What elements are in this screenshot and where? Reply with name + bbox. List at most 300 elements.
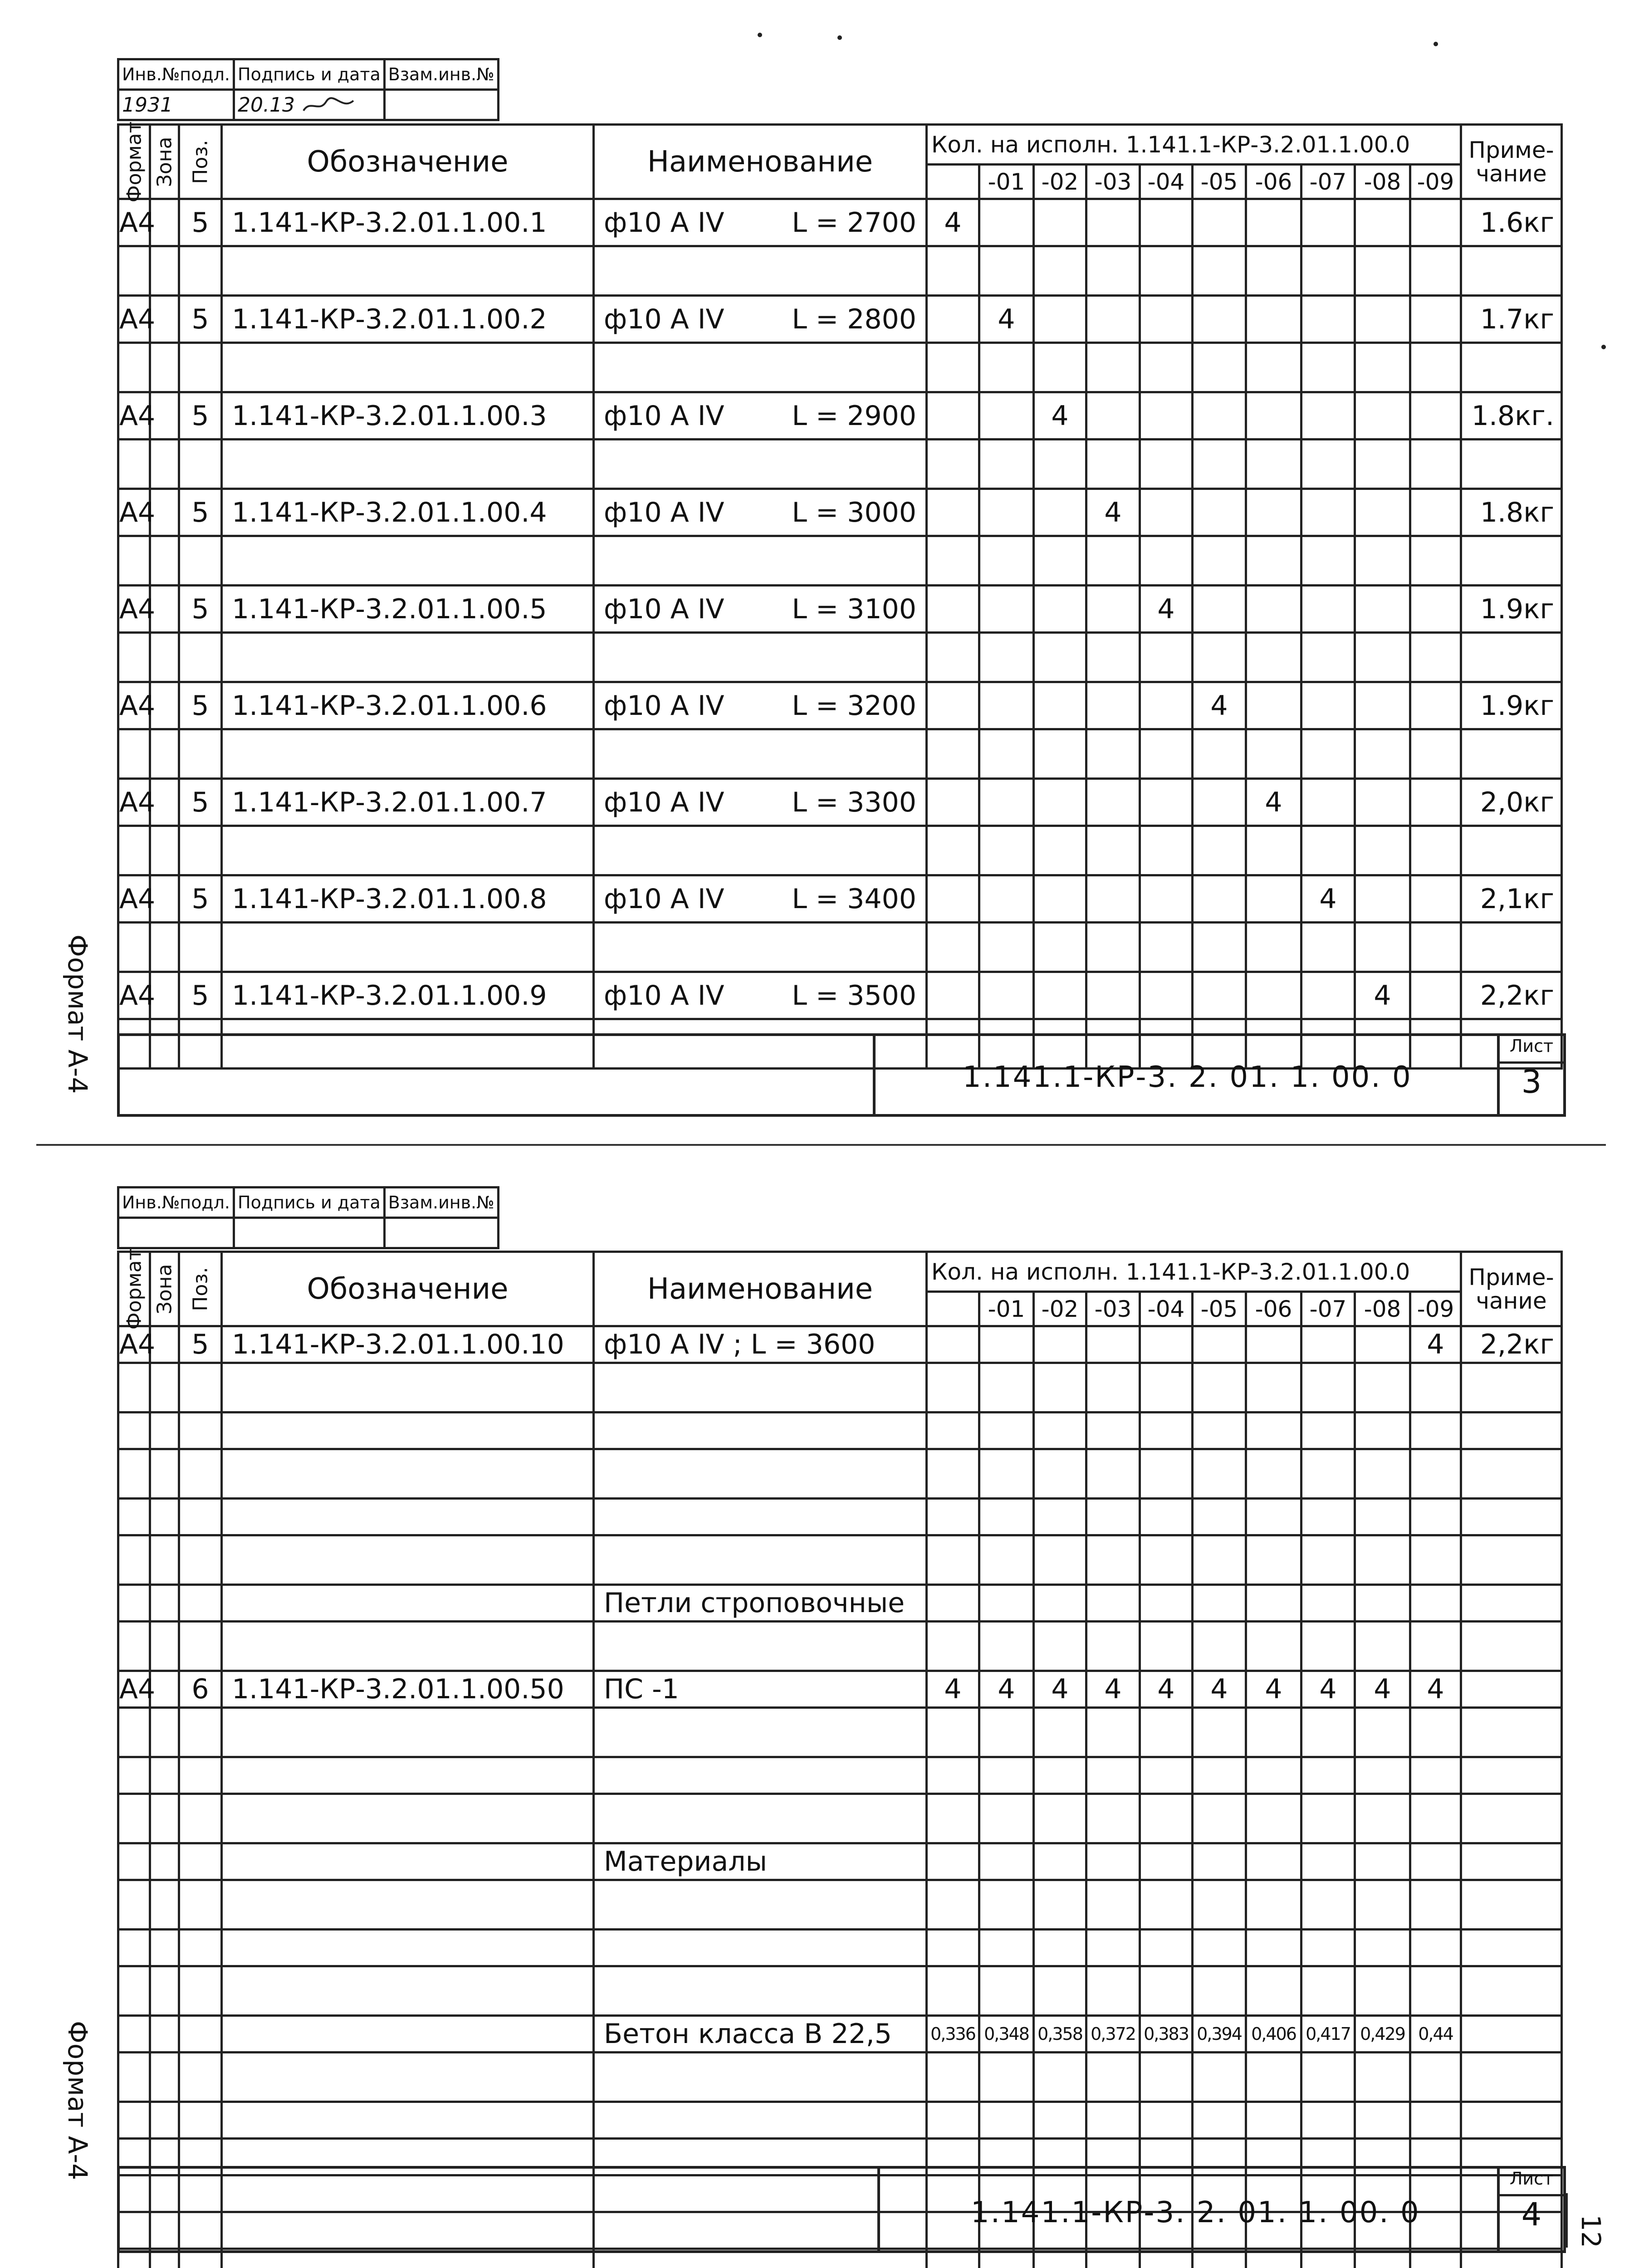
note-cell: 2,2кг [1461,972,1562,1019]
qty-cell [927,1930,979,1966]
qty-cell [1410,199,1461,246]
variant-header: -01 [979,1292,1034,1326]
sheet-label: Лист [1500,1036,1563,1064]
pos-cell: 5 [179,1326,222,1363]
spacer-row [118,826,1562,875]
qty-cell: 4 [927,199,979,246]
zone-cell [150,1757,179,1794]
name-text: Материалы [604,1846,767,1877]
qty-cell [1410,1585,1461,1622]
qty-cell [979,875,1034,923]
qty-cell [1193,779,1246,826]
qty-cell [1034,972,1086,1019]
qty-cell [1193,392,1246,440]
header-designation: Обозначение [222,1252,594,1326]
name-text: ПС -1 [604,1673,679,1705]
name-cell [594,1930,927,1966]
qty-cell [1410,972,1461,1019]
qty-cell [979,1930,1034,1966]
qty-cell: 4 [927,1671,979,1708]
spec-sheet-4 [0,1150,1634,2268]
page-divider [36,1144,1606,1146]
name-text: Петли строповочные [604,1587,905,1619]
variant-header: -05 [1193,1292,1246,1326]
document-code: 1.141.1-КР-3. 2. 01. 1. 00. 0 [963,1061,1412,1094]
title-block [117,1033,1566,1117]
qty-cell [1301,199,1355,246]
variant-header: -01 [979,165,1034,199]
qty-cell [1355,296,1410,343]
name-cell [594,199,927,246]
qty-cell [1355,1930,1410,1966]
spacer-row [118,1449,1562,1499]
header-note: Приме-чание [1461,125,1562,199]
qty-cell [1193,972,1246,1019]
table-row [118,586,1562,633]
variant-header: -07 [1301,165,1355,199]
spacer-row [118,343,1562,392]
qty-cell: 4 [1246,779,1301,826]
name-cell [594,392,927,440]
format-cell: А4 [118,972,150,1019]
stamp-date-value: 20.13 [238,93,295,117]
table-row [118,1930,1562,1966]
qty-cell [1410,1757,1461,1794]
qty-cell [1355,199,1410,246]
pos-cell: 5 [179,779,222,826]
name-cell [594,489,927,536]
qty-cell: 0,336 [927,2016,979,2053]
qty-cell [927,296,979,343]
qty-cell [1193,1413,1246,1449]
format-cell: А4 [118,875,150,923]
qty-cell: 4 [1410,1326,1461,1363]
zone-cell [150,1499,179,1535]
qty-cell: 4 [979,296,1034,343]
qty-cell [1355,682,1410,729]
qty-cell [1301,489,1355,536]
qty-cell [1246,1326,1301,1363]
spacer-row [118,729,1562,779]
table-row [118,296,1562,343]
designation-cell: 1.141-КР-3.2.01.1.00.4 [222,489,594,536]
qty-cell [1246,489,1301,536]
name-cell [594,1499,927,1535]
format-cell: А4 [118,296,150,343]
qty-cell [1034,779,1086,826]
format-cell [118,1499,150,1535]
qty-cell [1410,779,1461,826]
variant-header: -09 [1410,1292,1461,1326]
qty-cell [1086,682,1140,729]
header-designation: Обозначение [222,125,594,199]
qty-cell [1034,875,1086,923]
qty-cell [1140,199,1193,246]
note-cell: 2,0кг [1461,779,1562,826]
table-row [118,682,1562,729]
table-row [118,392,1562,440]
table-row [118,972,1562,1019]
qty-cell [1140,489,1193,536]
qty-cell [1034,489,1086,536]
header-name: Наименование [594,1252,927,1326]
designation-cell: 1.141-КР-3.2.01.1.00.7 [222,779,594,826]
pos-cell: 5 [179,296,222,343]
qty-cell [1410,586,1461,633]
designation-cell: 1.141-КР-3.2.01.1.00.3 [222,392,594,440]
variant-header [927,1292,979,1326]
qty-cell [1086,875,1140,923]
qty-cell [927,1757,979,1794]
qty-cell [979,586,1034,633]
pos-cell: 5 [179,682,222,729]
qty-cell [1355,875,1410,923]
name-text: Бетон класса В 22,5 [604,2018,892,2050]
qty-cell [1086,779,1140,826]
designation-cell [222,1757,594,1794]
qty-cell [1410,1843,1461,1880]
qty-cell [979,1757,1034,1794]
designation-cell: 1.141-КР-3.2.01.1.00.9 [222,972,594,1019]
qty-cell [979,972,1034,1019]
handwritten-signature [301,97,356,115]
variant-header: -04 [1140,165,1193,199]
designation-cell [222,1585,594,1622]
qty-cell [1140,1585,1193,1622]
margin-page-number: 12 [1575,2214,1606,2248]
format-cell [118,2016,150,2053]
pos-cell [179,1757,222,1794]
pos-cell [179,1930,222,1966]
designation-cell [222,1843,594,1880]
note-cell [1461,1499,1562,1535]
qty-cell [979,489,1034,536]
qty-cell [1410,875,1461,923]
qty-cell [1086,1413,1140,1449]
stamp-table [117,58,499,121]
header-qty-per-variant: Кол. на исполн. 1.141.1-КР-3.2.01.1.00.0 [927,1252,1461,1292]
pos-cell [179,2016,222,2053]
stamp-replace-header: Взам.инв.№ [384,1188,498,1218]
qty-cell [1193,1326,1246,1363]
format-cell: А4 [118,779,150,826]
name-cell [594,1326,927,1363]
qty-cell: 4 [1301,875,1355,923]
stamp-replace-value [384,90,498,120]
name-text: ф10 А IV [604,303,724,335]
format-side-label: Формат А-4 [62,934,93,1094]
designation-cell: 1.141-КР-3.2.01.1.00.1 [222,199,594,246]
qty-cell [1086,1326,1140,1363]
qty-cell [1140,392,1193,440]
qty-cell [1301,1413,1355,1449]
qty-cell [1086,586,1140,633]
stamp-inv-header: Инв.№подл. [118,59,234,90]
pos-cell [179,1499,222,1535]
qty-cell [1193,586,1246,633]
qty-cell [1246,1930,1301,1966]
qty-cell [1301,296,1355,343]
stamp-table [117,1186,499,1249]
qty-cell: 4 [1193,682,1246,729]
qty-cell: 0,406 [1246,2016,1301,2053]
zone-cell [150,2016,179,2053]
qty-cell: 0,417 [1301,2016,1355,2053]
variant-header: -06 [1246,1292,1301,1326]
designation-cell: 1.141-КР-3.2.01.1.00.5 [222,586,594,633]
variant-header: -02 [1034,1292,1086,1326]
stamp-replace-header: Взам.инв.№ [384,59,498,90]
name-text: ф10 А IV [604,206,724,239]
qty-cell [1246,972,1301,1019]
qty-cell: 4 [1355,972,1410,1019]
qty-cell [1034,1757,1086,1794]
qty-cell [1140,1499,1193,1535]
qty-cell [1086,1843,1140,1880]
qty-cell [927,392,979,440]
variant-header: -06 [1246,165,1301,199]
designation-cell [222,1413,594,1449]
qty-cell: 4 [1246,1671,1301,1708]
qty-cell [927,1326,979,1363]
qty-cell [1086,1585,1140,1622]
table-row [118,2016,1562,2053]
qty-cell: 0,358 [1034,2016,1086,2053]
format-cell: А4 [118,392,150,440]
qty-cell [927,1585,979,1622]
qty-cell [1034,1326,1086,1363]
note-cell: 1.9кг [1461,586,1562,633]
format-side-label: Формат А-4 [62,2021,93,2180]
name-cell [594,875,927,923]
qty-cell [1086,199,1140,246]
qty-cell [1140,1843,1193,1880]
qty-cell [1140,1413,1193,1449]
variant-header: -08 [1355,1292,1410,1326]
spacer-row [118,1966,1562,2016]
header-pos: Поз. [179,1252,222,1326]
format-cell: А4 [118,199,150,246]
spacer-row [118,1880,1562,1930]
qty-cell [927,1843,979,1880]
name-cell [594,1757,927,1794]
note-cell [1461,1843,1562,1880]
name-cell [594,2016,927,2053]
designation-cell [222,2016,594,2053]
zone-cell [150,1413,179,1449]
spacer-row [118,1708,1562,1757]
spacer-row [118,1794,1562,1843]
qty-cell: 4 [1140,1671,1193,1708]
qty-cell [1355,1757,1410,1794]
format-cell [118,1413,150,1449]
qty-cell [1140,1930,1193,1966]
table-row [118,1671,1562,1708]
name-cell [594,1585,927,1622]
name-cell [594,1413,927,1449]
empty-row [118,2102,1562,2139]
variant-header: -09 [1410,165,1461,199]
length-text: L = 3500 [792,979,916,1012]
qty-cell: 4 [979,1671,1034,1708]
header-format: Формат [118,1252,150,1326]
qty-cell [1301,1757,1355,1794]
variant-header: -04 [1140,1292,1193,1326]
table-row [118,1326,1562,1363]
sheet-number: 4 [1521,2196,1542,2233]
pos-cell [179,1585,222,1622]
qty-cell [1301,392,1355,440]
table-row [118,1413,1562,1449]
table-row [118,1499,1562,1535]
designation-cell [222,1930,594,1966]
qty-cell [979,779,1034,826]
qty-cell: 4 [1034,392,1086,440]
format-cell [118,1843,150,1880]
qty-cell: 4 [1301,1671,1355,1708]
designation-cell [222,1499,594,1535]
qty-cell [1246,875,1301,923]
qty-cell [1301,1843,1355,1880]
qty-cell [1034,1499,1086,1535]
qty-cell [1355,489,1410,536]
pos-cell: 5 [179,199,222,246]
length-text: L = 3400 [792,883,916,915]
spacer-row [118,633,1562,682]
designation-cell: 1.141-КР-3.2.01.1.00.50 [222,1671,594,1708]
qty-cell [1193,875,1246,923]
pos-cell [179,1843,222,1880]
variant-header [927,165,979,199]
title-block [117,2166,1566,2253]
qty-cell [1355,779,1410,826]
length-text: L = 3100 [792,593,916,625]
qty-cell [1246,1499,1301,1535]
qty-cell: 0,372 [1086,2016,1140,2053]
qty-cell [1140,296,1193,343]
format-cell: А4 [118,1671,150,1708]
format-cell [118,1930,150,1966]
pos-cell: 5 [179,392,222,440]
spacer-row [118,1622,1562,1671]
designation-cell: 1.141-КР-3.2.01.1.00.2 [222,296,594,343]
note-cell [1461,1585,1562,1622]
qty-cell: 4 [1410,1671,1461,1708]
name-cell [594,682,927,729]
name-text: ф10 А IV [604,979,724,1012]
qty-cell [1086,1499,1140,1535]
header-format: Формат [118,125,150,199]
qty-cell: 4 [1086,489,1140,536]
qty-cell: 4 [1193,1671,1246,1708]
qty-cell [1034,1413,1086,1449]
name-cell [594,296,927,343]
name-cell [594,972,927,1019]
name-cell [594,779,927,826]
variant-header: -07 [1301,1292,1355,1326]
length-text: L = 3000 [792,496,916,528]
format-cell [118,1757,150,1794]
header-zone: Зона [150,125,179,199]
name-cell [594,1843,927,1880]
qty-cell [1301,682,1355,729]
qty-cell [979,199,1034,246]
qty-cell [979,1585,1034,1622]
name-cell [594,586,927,633]
qty-cell [1301,1326,1355,1363]
qty-cell [1034,586,1086,633]
qty-cell [1246,296,1301,343]
specification-table [117,123,1563,1070]
qty-cell [1140,875,1193,923]
qty-cell [1410,682,1461,729]
qty-cell [1193,1843,1246,1880]
header-zone: Зона [150,1252,179,1326]
variant-header: -02 [1034,165,1086,199]
note-cell: 1.8кг [1461,489,1562,536]
qty-cell [1301,1585,1355,1622]
note-cell: 2,2кг [1461,1326,1562,1363]
format-cell: А4 [118,682,150,729]
stamp-sign-header: Подпись и дата [234,59,385,90]
format-cell: А4 [118,489,150,536]
qty-cell: 0,348 [979,2016,1034,2053]
note-cell [1461,1930,1562,1966]
qty-cell [1355,1499,1410,1535]
note-cell: 1.7кг [1461,296,1562,343]
qty-cell [927,1499,979,1535]
qty-cell [1140,682,1193,729]
qty-cell [927,875,979,923]
qty-cell [979,1326,1034,1363]
designation-cell: 1.141-КР-3.2.01.1.00.6 [222,682,594,729]
qty-cell [1246,1413,1301,1449]
note-cell: 1.6кг [1461,199,1562,246]
qty-cell [1355,1843,1410,1880]
format-cell: А4 [118,1326,150,1363]
qty-cell: 4 [1355,1671,1410,1708]
header-name: Наименование [594,125,927,199]
name-text: ф10 А IV [604,786,724,818]
note-cell: 1.9кг [1461,682,1562,729]
qty-cell [1246,199,1301,246]
qty-cell [1355,586,1410,633]
pos-cell: 5 [179,875,222,923]
table-row [118,1757,1562,1794]
name-text: ф10 А IV [604,400,724,432]
pos-cell [179,1413,222,1449]
variant-header: -03 [1086,1292,1140,1326]
stamp-sign-value [234,90,385,120]
qty-cell [1140,1757,1193,1794]
zone-cell [150,1930,179,1966]
spacer-row [118,1535,1562,1585]
note-cell [1461,1671,1562,1708]
qty-cell: 0,383 [1140,2016,1193,2053]
qty-cell [1410,1930,1461,1966]
note-cell [1461,1757,1562,1794]
qty-cell [1193,1585,1246,1622]
length-text: L = 2700 [792,206,916,239]
qty-cell: 4 [1140,586,1193,633]
spacer-row [118,440,1562,489]
qty-cell [1034,1843,1086,1880]
zone-cell [150,1585,179,1622]
length-text: L = 2900 [792,400,916,432]
length-text: L = 3300 [792,786,916,818]
note-cell [1461,1413,1562,1449]
qty-cell [979,1843,1034,1880]
